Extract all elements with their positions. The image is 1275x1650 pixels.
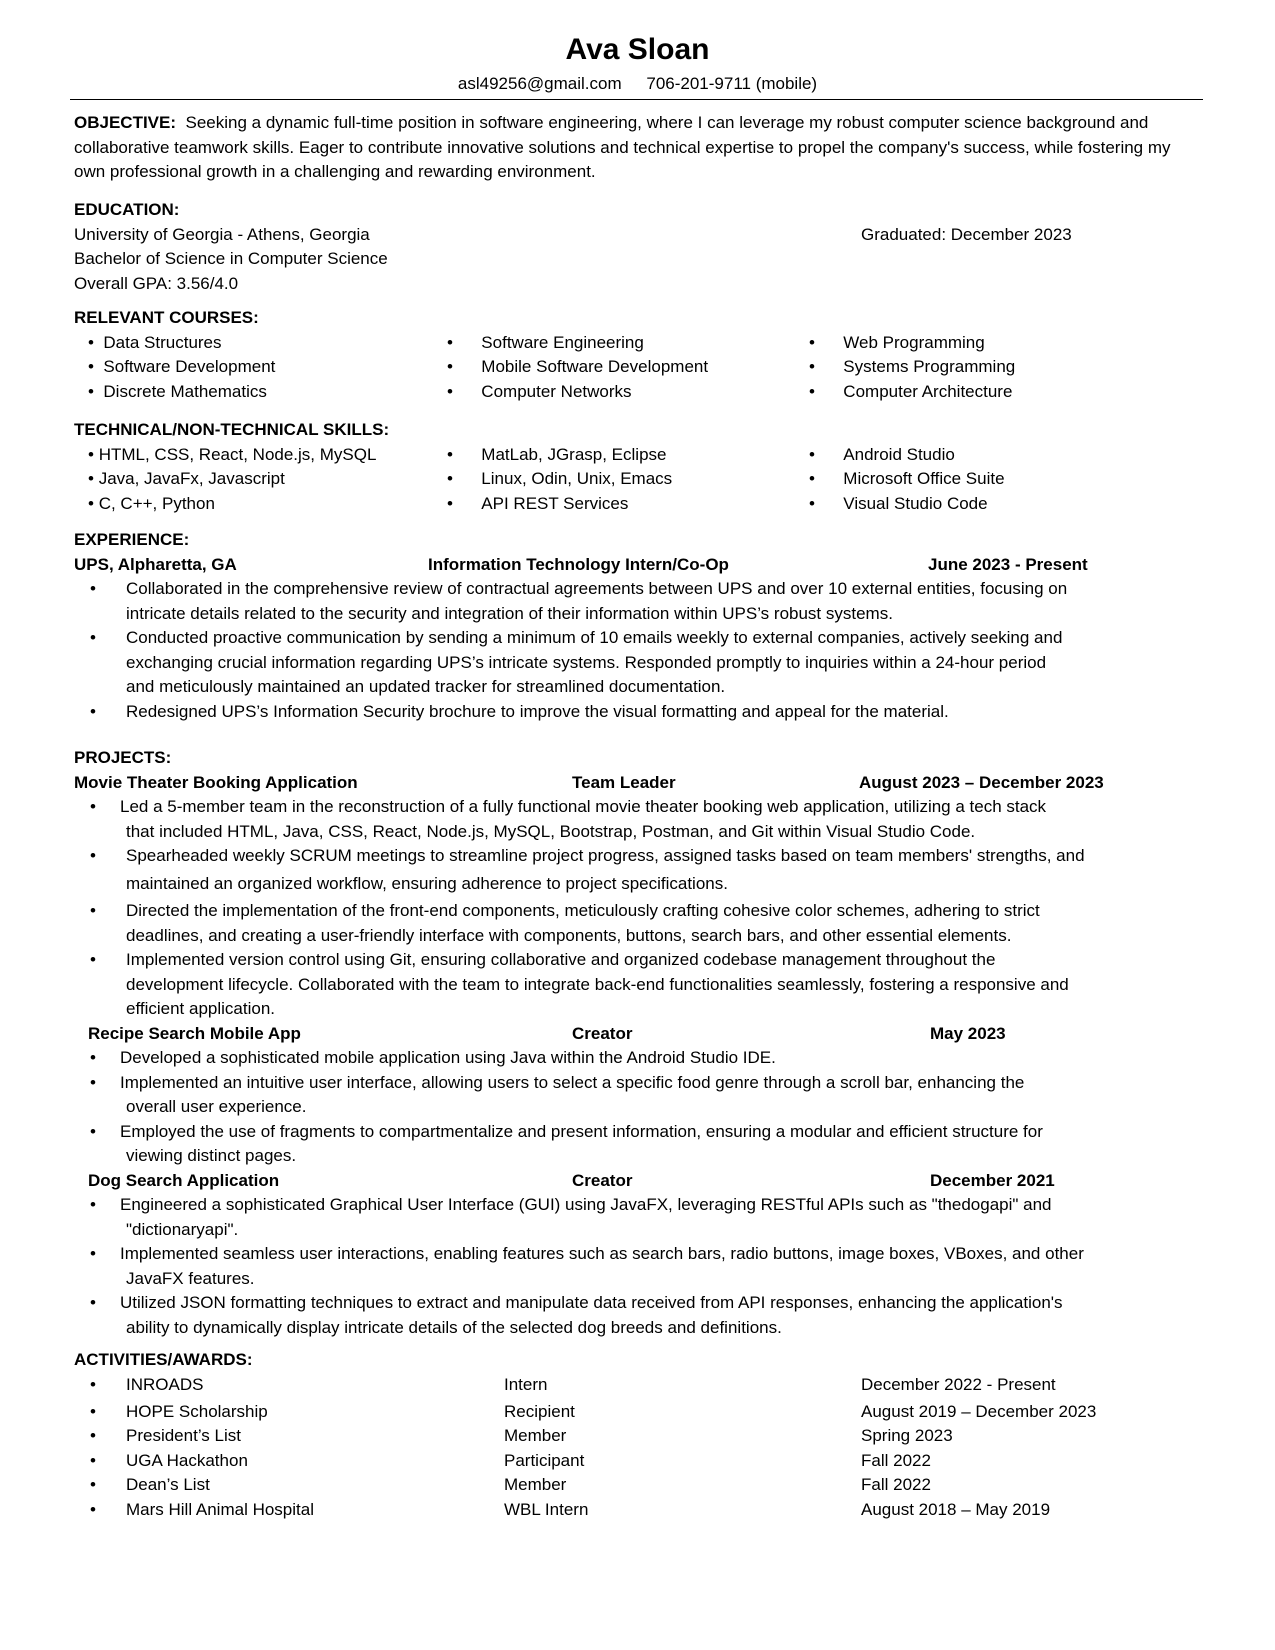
activity-role: Intern: [504, 1374, 548, 1394]
skills-section: [74, 418, 1204, 517]
activities-list: [74, 1373, 1204, 1523]
experience-bullet: [74, 577, 1204, 626]
bullet-line: development lifecycle. Collaborated with the team to integrate back-end functionalities seamlessly, fostering a responsive and: [126, 974, 1069, 994]
course-item: • Discrete Mathematics: [88, 381, 267, 401]
bullet-line: • Led a 5-member team in the reconstruction of a fully functional movie theater booking web application, utilizing a tech stack: [120, 797, 1047, 816]
project-bullet: [74, 948, 1204, 1022]
project-title: Recipe Search Mobile App: [88, 1023, 301, 1043]
activity-name: UGA Hackathon: [126, 1450, 248, 1470]
bullet-line: • Implemented version control using Git, ensuring collaborative and organized codebase management throughout the: [126, 950, 996, 969]
course-label: Computer Networks: [481, 381, 632, 401]
email: asl49256@gmail.com: [457, 74, 622, 93]
bullet-line: • Conducted proactive communication by sending a minimum of 10 emails weekly to external companies, actively seeking and: [126, 628, 1063, 647]
bullet-line: overall user experience.: [126, 1097, 307, 1116]
project-bullet: [74, 1120, 1204, 1169]
activity-name: HOPE Scholarship: [126, 1401, 268, 1421]
bullet-line: • Engineered a sophisticated Graphical User Interface (GUI) using JavaFX, leveraging RESTful APIs such as "thedogapi" and: [120, 1195, 1052, 1214]
experience-heading: EXPERIENCE:: [74, 530, 190, 549]
project-bullet: [74, 1291, 1204, 1340]
course-item: • Mobile Software Development: [447, 357, 709, 376]
bullet-line: exchanging crucial information regarding UPS’s intricate systems. Responded promptly to inquiries within a 24-hour period: [126, 652, 1047, 672]
activity-name: Mars Hill Animal Hospital: [126, 1499, 314, 1519]
contact-line: [0, 72, 1275, 97]
skill-item: • C, C++, Python: [88, 493, 215, 513]
skill-item: • Android Studio: [809, 444, 955, 464]
project-header: [74, 1169, 1204, 1194]
course-item: • Systems Programming: [809, 357, 1016, 376]
project-dates: August 2023 – December 2023: [859, 772, 1104, 792]
activity-dates: Spring 2023: [861, 1426, 953, 1445]
project-bullet: [74, 1071, 1204, 1120]
education-school: University of Georgia - Athens, Georgia: [74, 224, 370, 244]
course-item: • Computer Networks: [447, 381, 632, 401]
project-title: Dog Search Application: [88, 1170, 280, 1190]
skill-item: • Visual Studio Code: [809, 493, 988, 513]
project-bullet: [74, 844, 1204, 896]
education-gpa: Overall GPA: 3.56/4.0: [74, 273, 239, 293]
course-label: Systems Programming: [843, 357, 1016, 376]
activity-name: INROADS: [126, 1374, 204, 1394]
activity-name: Dean’s List: [126, 1475, 210, 1494]
education-school-row: [74, 223, 1204, 248]
project-header: [74, 1022, 1204, 1047]
skill-item: • Microsoft Office Suite: [809, 469, 1005, 488]
skill-label: HTML, CSS, React, Node.js, MySQL: [98, 444, 377, 464]
project-bullet: [74, 1046, 1204, 1071]
objective-text: Seeking a dynamic full-time position in software engineering, where I can leverage my robust computer science background and collaborative teamwork skills. Eager to contribute innovative solutions and technical expertise to propel the company's success, while fostering my own professional growth in a challenging and rewarding environment.: [74, 113, 1171, 181]
education-graduated: Graduated: December 2023: [861, 224, 1072, 244]
course-item: • Software Development: [88, 357, 276, 376]
course-item: • Computer Architecture: [809, 381, 1013, 401]
activity-row: • UGA Hackathon Participant Fall 2022: [74, 1449, 1204, 1474]
activity-role: Recipient: [504, 1401, 575, 1421]
project-header: [74, 771, 1204, 796]
bullet-line: • Redesigned UPS’s Information Security brochure to improve the visual formatting and appeal for the material.: [126, 701, 949, 721]
projects-section: [74, 746, 1204, 1340]
education-degree: Bachelor of Science in Computer Science: [74, 249, 388, 268]
bullet-line: and meticulously maintained an updated tracker for streamlined documentation.: [126, 677, 726, 696]
project-role: Creator: [572, 1170, 633, 1190]
activity-row: • INROADS Intern December 2022 - Present: [74, 1373, 1204, 1400]
experience-company: UPS, Alpharetta, GA: [74, 554, 237, 574]
skill-label: Linux, Odin, Unix, Emacs: [481, 469, 673, 488]
bullet-line: • Utilized JSON formatting techniques to extract and manipulate data received from API responses, enhancing the application's: [120, 1293, 1063, 1312]
project-bullet: [74, 795, 1204, 844]
project-role: Team Leader: [572, 772, 676, 792]
skill-item: • Linux, Odin, Unix, Emacs: [447, 469, 673, 488]
courses-section: [74, 306, 1204, 405]
courses-heading: RELEVANT COURSES:: [74, 308, 259, 327]
skills-grid: [74, 443, 1204, 517]
courses-grid: [74, 331, 1204, 405]
experience-role: Information Technology Intern/Co-Op: [428, 554, 729, 574]
activity-row: • Dean’s List Member Fall 2022: [74, 1473, 1204, 1498]
skill-label: Java, JavaFx, Javascript: [98, 469, 285, 488]
skill-label: Android Studio: [843, 444, 955, 464]
objective-paragraph: [74, 111, 1204, 185]
activity-dates: August 2019 – December 2023: [861, 1401, 1097, 1421]
skill-label: Microsoft Office Suite: [843, 469, 1005, 488]
project-bullet: [74, 1193, 1204, 1242]
skill-label: MatLab, JGrasp, Eclipse: [481, 444, 667, 464]
skill-label: API REST Services: [481, 493, 629, 513]
objective-label: OBJECTIVE:: [74, 113, 177, 132]
experience-bullet: [74, 700, 1204, 725]
resume-name: Ava Sloan: [565, 33, 710, 66]
bullet-line: efficient application.: [126, 999, 276, 1018]
header-divider: [70, 99, 1203, 100]
experience-entry-header: [74, 553, 1204, 578]
course-label: Discrete Mathematics: [103, 381, 267, 401]
objective-section: [74, 111, 1204, 185]
skill-item: • Java, JavaFx, Javascript: [88, 469, 285, 488]
bullet-line: viewing distinct pages.: [126, 1146, 297, 1165]
skill-item: • API REST Services: [447, 493, 629, 513]
course-label: Software Development: [103, 357, 276, 376]
bullet-line: • Directed the implementation of the front-end components, meticulously crafting cohesive color schemes, adhering to strict: [126, 901, 1040, 920]
skills-heading: TECHNICAL/NON-TECHNICAL SKILLS:: [74, 420, 390, 439]
skill-item: • MatLab, JGrasp, Eclipse: [447, 444, 667, 464]
bullet-line: • Implemented seamless user interactions, enabling features such as search bars, radio buttons, image boxes, VBoxes, and other: [120, 1244, 1084, 1263]
activity-dates: Fall 2022: [861, 1475, 931, 1494]
project-dates: December 2021: [930, 1170, 1055, 1190]
activity-row: • HOPE Scholarship Recipient August 2019 – December 2023: [74, 1400, 1204, 1425]
bullet-line: ability to dynamically display intricate details of the selected dog breeds and definitions.: [126, 1317, 782, 1337]
bullet-line: JavaFX features.: [126, 1268, 255, 1288]
phone: 706-201-9711 (mobile): [646, 74, 818, 93]
activity-row: • President’s List Member Spring 2023: [74, 1424, 1204, 1449]
course-item: • Data Structures: [88, 332, 222, 352]
skill-label: Visual Studio Code: [843, 493, 988, 513]
activity-name: President’s List: [126, 1426, 241, 1445]
course-label: Data Structures: [103, 332, 222, 352]
experience-section: [74, 528, 1204, 724]
bullet-line: deadlines, and creating a user-friendly interface with components, buttons, search bars, and other essential elements.: [126, 925, 1012, 945]
bullet-line: • Collaborated in the comprehensive review of contractual agreements between UPS and over 10 external entities, focusing on: [126, 579, 1068, 598]
course-item: • Web Programming: [809, 332, 985, 352]
activity-role: Member: [504, 1426, 567, 1445]
project-bullet: [74, 1242, 1204, 1291]
activity-dates: December 2022 - Present: [861, 1374, 1056, 1394]
course-label: Web Programming: [843, 332, 985, 352]
activity-dates: Fall 2022: [861, 1450, 931, 1470]
course-label: Software Engineering: [481, 332, 644, 352]
bullet-line: • Implemented an intuitive user interface, allowing users to select a specific food genre through a scroll bar, enhancing the: [120, 1072, 1025, 1092]
bullet-line: "dictionaryapi".: [126, 1219, 239, 1239]
education-heading: EDUCATION:: [74, 200, 180, 219]
projects-heading: PROJECTS:: [74, 748, 172, 767]
bullet-line: that included HTML, Java, CSS, React, Node.js, MySQL, Bootstrap, Postman, and Git within Visual Studio Code.: [126, 821, 976, 841]
course-label: Mobile Software Development: [481, 357, 709, 376]
activities-heading: ACTIVITIES/AWARDS:: [74, 1350, 253, 1369]
bullet-line: • Developed a sophisticated mobile application using Java within the Android Studio IDE.: [120, 1048, 776, 1067]
activity-role: Participant: [504, 1450, 585, 1470]
bullet-line: • Spearheaded weekly SCRUM meetings to streamline project progress, assigned tasks based on team members' strengths, and: [126, 846, 1085, 865]
activities-section: [74, 1348, 1204, 1522]
activity-row: • Mars Hill Animal Hospital WBL Intern August 2018 – May 2019: [74, 1498, 1204, 1523]
course-label: Computer Architecture: [843, 381, 1013, 401]
project-bullet: [74, 899, 1204, 948]
course-item: • Software Engineering: [447, 332, 644, 352]
activity-role: Member: [504, 1475, 567, 1494]
project-role: Creator: [572, 1023, 633, 1043]
bullet-line: intricate details related to the security and integration of their information within UPS’s robust systems.: [126, 603, 893, 623]
skill-label: C, C++, Python: [98, 493, 215, 513]
bullet-line: • Employed the use of fragments to compartmentalize and present information, ensuring a modular and efficient structure for: [120, 1121, 1043, 1141]
activity-dates: August 2018 – May 2019: [861, 1499, 1051, 1519]
skill-item: • HTML, CSS, React, Node.js, MySQL: [88, 444, 377, 464]
project-title: Movie Theater Booking Application: [74, 772, 358, 792]
experience-dates: June 2023 - Present: [928, 554, 1088, 574]
project-dates: May 2023: [930, 1023, 1006, 1043]
activity-role: WBL Intern: [504, 1499, 589, 1519]
bullet-line: maintained an organized workflow, ensuring adherence to project specifications.: [126, 873, 728, 893]
experience-bullet: [74, 626, 1204, 700]
education-section: [74, 198, 1204, 296]
